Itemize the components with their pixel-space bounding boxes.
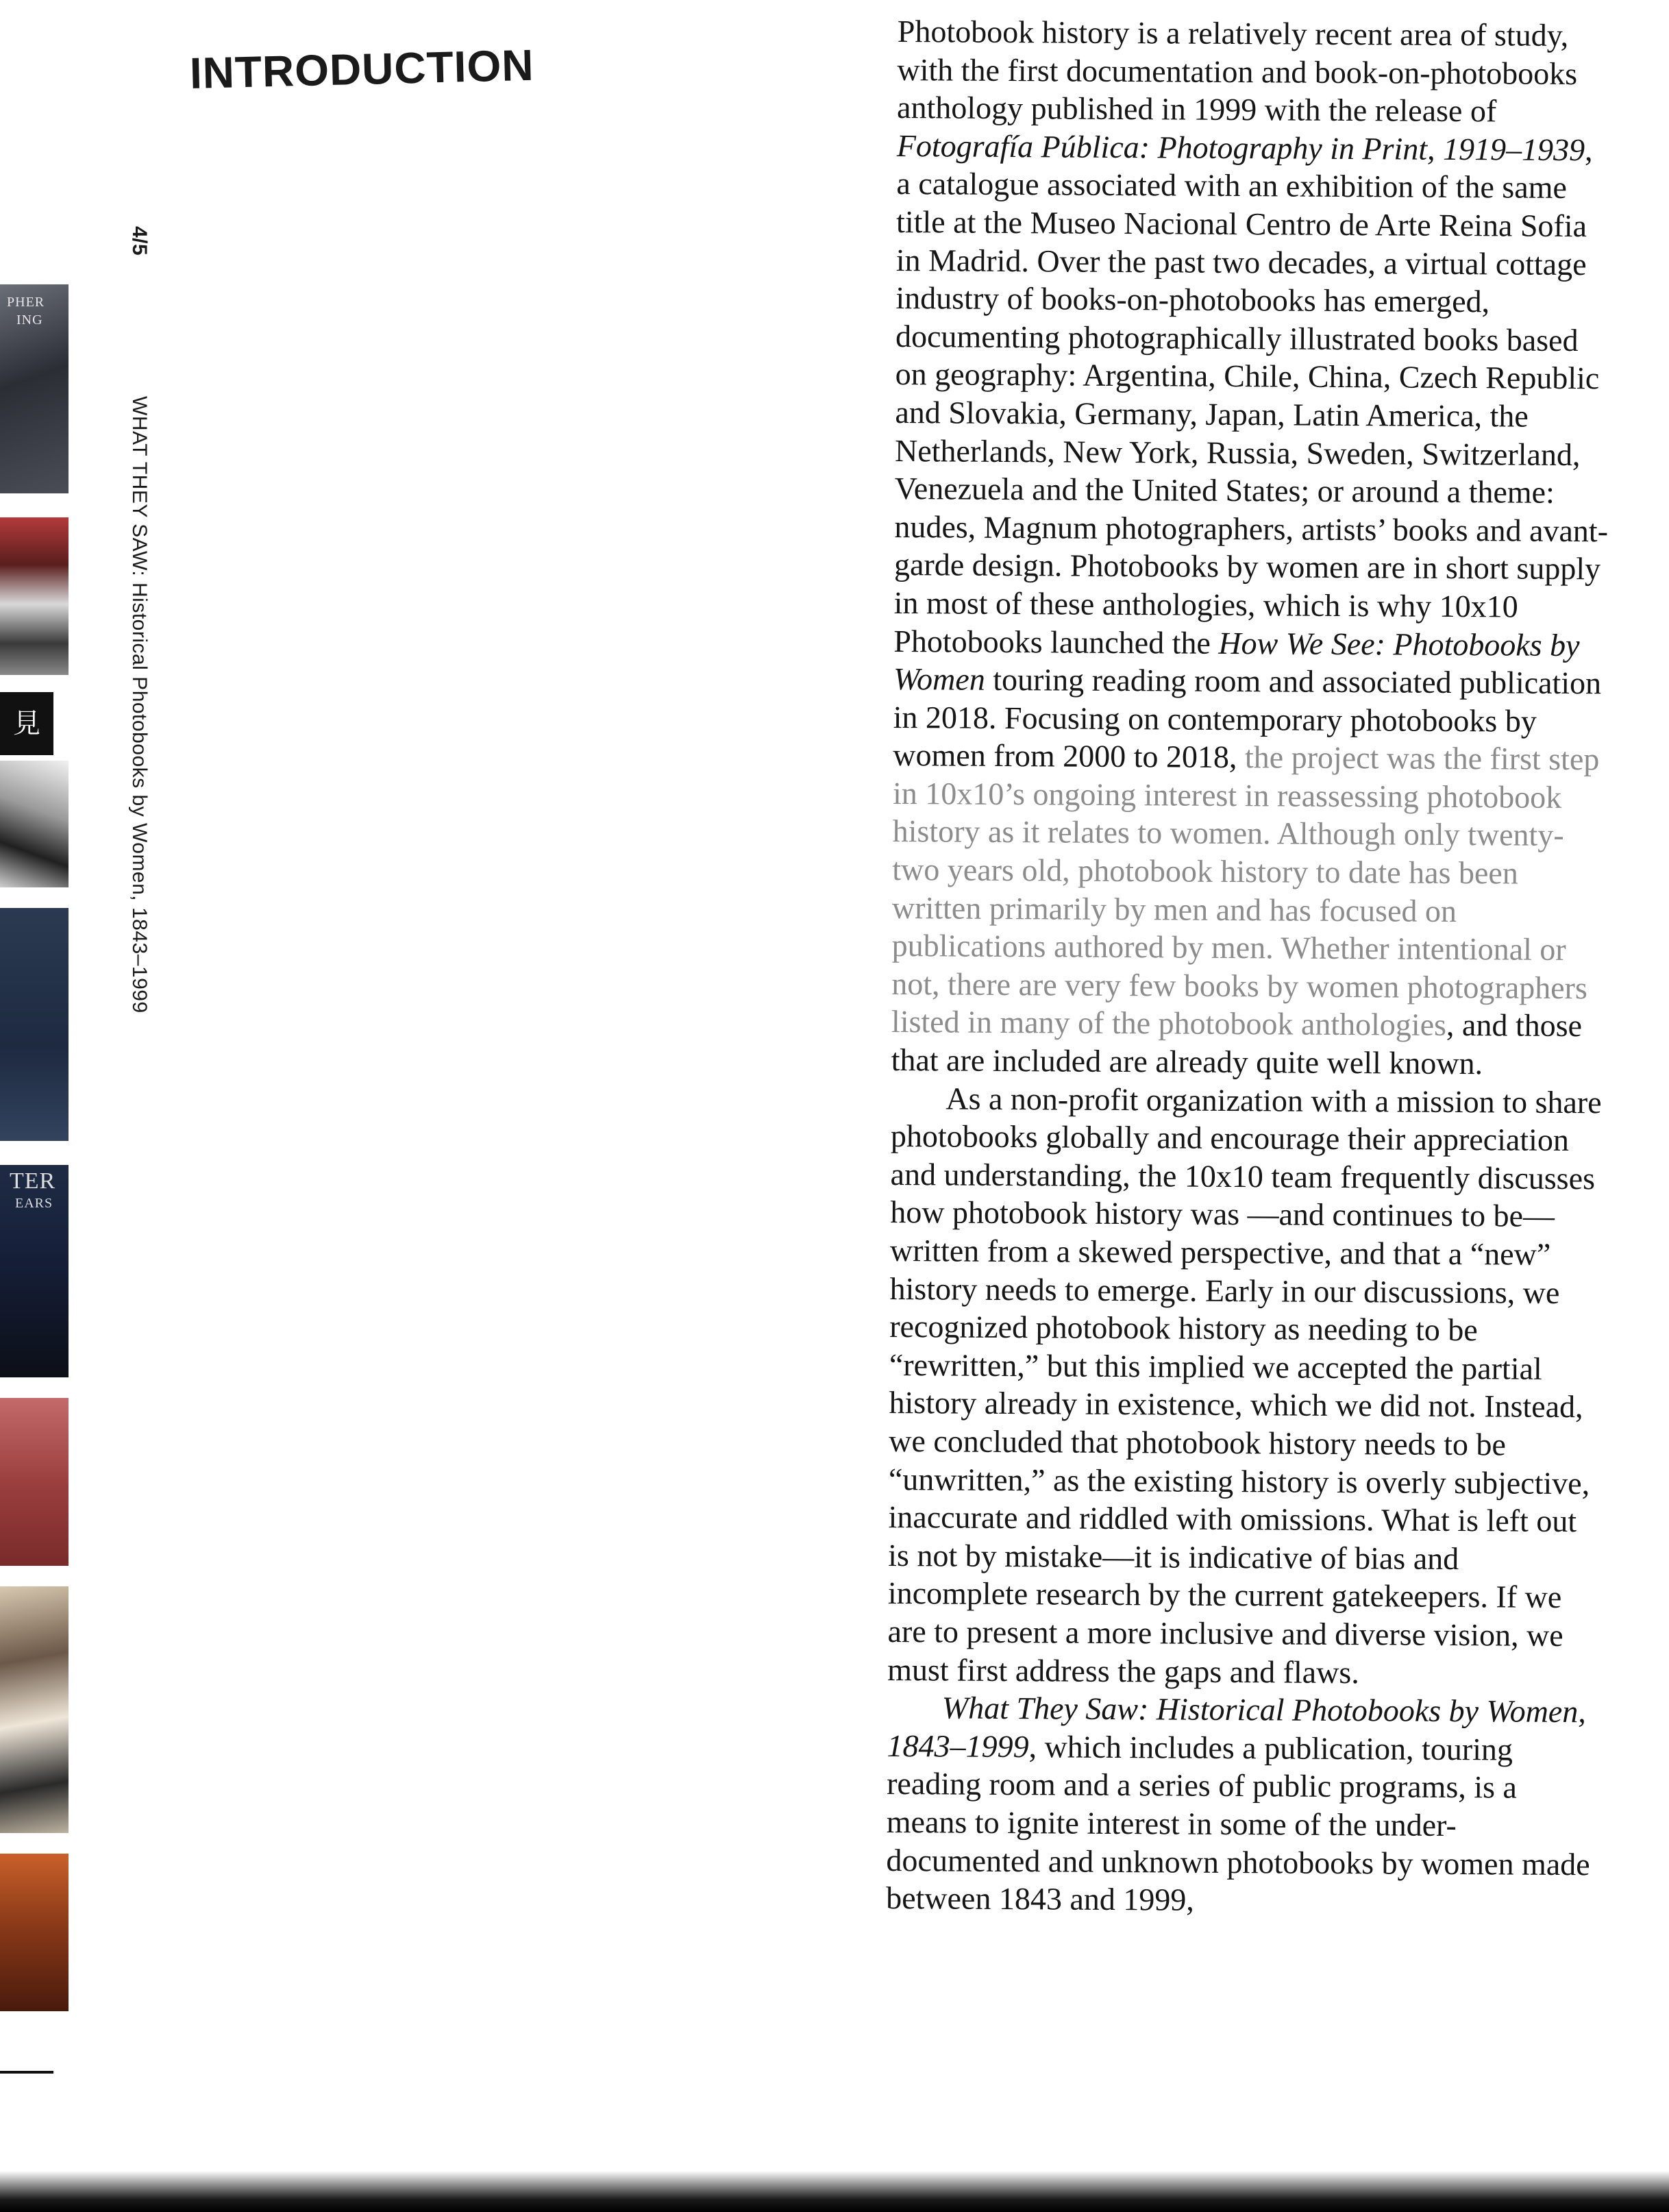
strip-fragment-3: TER — [10, 1168, 56, 1194]
strip-fragment-1: PHER — [7, 295, 45, 310]
book-title-what-they-saw: What They Saw: Historical Photobooks by Women, 1843–1999 — [887, 1690, 1586, 1764]
section-title: INTRODUCTION — [189, 40, 535, 98]
strip-divider — [0, 2071, 53, 2074]
strip-kanji: 見 — [0, 692, 53, 755]
thumbnail-7 — [0, 1586, 69, 1833]
thumbnail-3 — [0, 761, 69, 887]
paragraph-2: As a non-profit organization with a mission to share photobooks globally and encourage their appreciation and understanding, the 10x10 team frequently discusses how photobook history was —and continues to be—written from a skewed perspective, and that a “new” history needs to emerge. Early in our discussions, we recognized photobook history as needing to be “rewritten,” but this implied we accepted the partial history already in existence, which we did not. Instead, we concluded that photobook history needs to be “unwritten,” as the existing history is overly subjective, inaccurate and riddled with omissions. What is left out is not by mistake—it is indicative of bias and incomplete research by the current gatekeepers. If we are to present a more inclusive and diverse vision, we must first address the gaps and flaws. — [887, 1081, 1602, 1690]
paragraph-1: Photobook history is a relatively recent area of study, with the first documentation and book-on-photobooks anthology published in 1999 with the release of Fotografía Pública: Photography in Print, 1919–1939, a catalogue associated with an exhibition of the same title at the Museo Nacional Centro de Arte Reina Sofia in Madrid. Over the past two decades, a virtual cottage industry of books-on-photobooks has emerged, documenting photographically illustrated books based on geography: Argentina, Chile, China, Czech Republic and Slovakia, Germany, Japan, Latin America, the Netherlands, New York, Russia, Sweden, Switzerland, Venezuela and the United States; or around a theme: nudes, Magnum photographers, artists’ books and avant-garde design. Photobooks by women are in short supply in most of these anthologies, which is why 10x10 Photobooks launched the How We See: Photobooks by Women touring reading room and associated publication in 2018. Focusing on contemporary photobooks by women from 2000 to 2018, the project was the first step in 10x10’s ongoing interest in reassessing photobook history as it relates to women. Although only twenty-two years old, photobook history to date has been written primarily by men and has focused on publications authored by men. Whether intentional or not, there are very few books by women photographers listed in many of the photobook anthologies, and those that are included are already quite well known. — [891, 13, 1609, 1081]
paragraph-3: What They Saw: Historical Photobooks by Women, 1843–1999, which includes a publication, touring reading room and a series of public programs, is a means to ignite interest in some of the under-documented and unknown photobooks by women made between 1843 and 1999, — [886, 1690, 1590, 1917]
running-head-title: WHAT THEY SAW: Historical Photobooks by Women, 1843–1999 — [128, 396, 151, 1013]
body-text — [886, 12, 1614, 1921]
thumbnail-4 — [0, 908, 69, 1141]
thumbnail-2 — [0, 517, 69, 675]
folio: 4/5 — [128, 226, 151, 256]
thumbnail-8 — [0, 1854, 69, 2011]
thumbnail-6 — [0, 1398, 69, 1566]
running-head — [127, 226, 151, 1013]
book-title-how-we-see: How We See: Photobooks by Women — [893, 625, 1580, 697]
faded-text: the project was the first step in 10x10’s ongoing interest in reassessing photobook history as it relates to women. Although only twenty-two years old, photobook history to date has been written primarily by men and has focused on publications authored by men. Whether intentional or not, there are very few books by women photographers listed in many of the photobook anthologies — [891, 739, 1600, 1043]
adjacent-page-strip — [0, 0, 71, 2212]
strip-fragment-4: EARS — [15, 1196, 53, 1211]
strip-fragment-2: ING — [16, 312, 43, 328]
book-title-fotografia-publica: Fotografía Pública: Photography in Print, 1919–1939 — [896, 127, 1585, 167]
page-bottom-shadow — [0, 2171, 1669, 2212]
